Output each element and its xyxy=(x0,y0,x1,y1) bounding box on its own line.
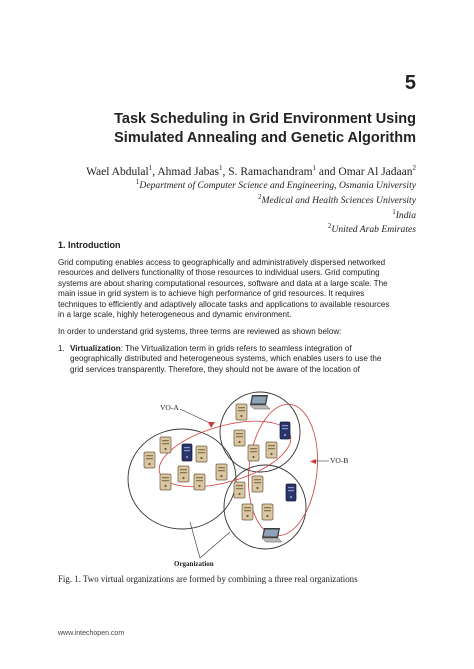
server-icon xyxy=(160,474,171,490)
paragraph-line: in a large scale, highly heterogeneous and dynamic environment. xyxy=(58,310,292,320)
server-icon xyxy=(248,445,259,461)
paragraph-line: Grid computing enables access to geographically and administratively dispersed networked xyxy=(58,258,386,267)
author-affil-sup: 2 xyxy=(412,164,416,172)
label-organization: Organization xyxy=(174,560,214,568)
author-affil-sup: 1 xyxy=(312,164,317,172)
server-icon xyxy=(234,482,245,498)
section-heading: 1. Introduction xyxy=(58,240,121,250)
server-icon xyxy=(262,504,273,520)
paragraph-line: main issue in grid system is to achieve high performance of grid resources. It requires xyxy=(58,289,365,299)
intro-paragraph xyxy=(58,258,420,320)
server-icon xyxy=(178,466,189,482)
paragraph-line: systems are about sharing computational resources, software and data at a large scale. The xyxy=(58,278,388,288)
affiliation-text: India xyxy=(395,209,416,221)
figure-caption: Fig. 1. Two virtual organizations are formed by combining a three real organizations xyxy=(58,574,358,584)
server-icon xyxy=(236,404,247,420)
list-line: grid services transparently. Therefore, they should not be aware of the location of xyxy=(70,364,360,374)
author-name: , S. Ramachandram xyxy=(222,165,313,178)
affiliation-line xyxy=(136,177,416,192)
laptop-icon xyxy=(250,395,270,409)
label-vo-b: VO-B xyxy=(330,456,349,465)
server-icon xyxy=(234,430,245,446)
server-icon xyxy=(242,504,253,520)
title-line-2: Simulated Annealing and Genetic Algorithm xyxy=(114,130,416,146)
affiliation-sup: 1 xyxy=(135,178,140,186)
term-virtualization: Virtualization xyxy=(70,344,121,353)
affiliation-sup: 1 xyxy=(392,207,396,216)
server-icon xyxy=(160,437,171,453)
paragraph-line: techniques to efficiently and adaptively allocate tasks and applications to available resources xyxy=(58,299,390,309)
list-line: geographically distributed and heterogeneous systems, which enables users to use the xyxy=(70,354,382,364)
virtual-organizations-figure xyxy=(120,382,370,572)
author-affil-sup: 1 xyxy=(218,164,223,172)
dark-server-icon xyxy=(286,484,296,501)
author-name: , Ahmad Jabas xyxy=(152,165,219,178)
paragraph-line: resources and delivers functionality of those resources to individual users. Grid computing xyxy=(58,268,380,278)
list-number: 1. xyxy=(58,344,65,353)
affiliation-text: Medical and Health Sciences University xyxy=(261,194,416,206)
dark-server-icon xyxy=(280,422,290,439)
server-icon xyxy=(266,442,277,458)
paragraph-line: In order to understand grid systems, three terms are reviewed as shown below: xyxy=(58,327,342,336)
vo-b-loop xyxy=(242,401,323,539)
server-icon xyxy=(194,474,205,490)
org-pointer xyxy=(200,532,230,558)
title-line-1: Task Scheduling in Grid Environment Using xyxy=(114,111,416,127)
server-icon xyxy=(144,452,155,468)
server-icon xyxy=(196,446,207,462)
affiliation-text: Department of Computer Science and Engineering, Osmania University xyxy=(139,180,416,192)
arrow-vo-a xyxy=(180,409,212,424)
footer-url[interactable]: www.intechopen.com xyxy=(58,630,125,637)
affiliation-list xyxy=(136,177,416,236)
list-item-body xyxy=(70,344,420,375)
author-name: and Omar Al Jadaan xyxy=(316,165,413,178)
label-vo-a: VO-A xyxy=(160,403,179,412)
chapter-number: 5 xyxy=(404,72,416,94)
affiliation-line xyxy=(136,221,416,236)
affiliation-line xyxy=(136,192,416,207)
list-text: : The Virtualization term in grids refers to seamless integration of xyxy=(120,344,352,353)
server-icon xyxy=(252,476,263,492)
affiliation-sup: 2 xyxy=(257,192,262,201)
intro-paragraph-2 xyxy=(58,327,420,337)
affiliation-text: United Arab Emirates xyxy=(331,224,416,236)
author-affil-sup: 1 xyxy=(148,164,153,172)
server-icon xyxy=(216,464,227,480)
chapter-title xyxy=(40,110,416,148)
affiliation-sup: 2 xyxy=(327,222,332,231)
laptop-icon xyxy=(262,528,282,542)
red-arrow-right xyxy=(310,459,316,464)
affiliation-line xyxy=(136,207,416,222)
red-arrow-top xyxy=(208,422,215,428)
dark-server-icon xyxy=(182,444,192,461)
author-name: Wael Abdulal xyxy=(86,165,149,178)
list-line xyxy=(70,344,420,354)
